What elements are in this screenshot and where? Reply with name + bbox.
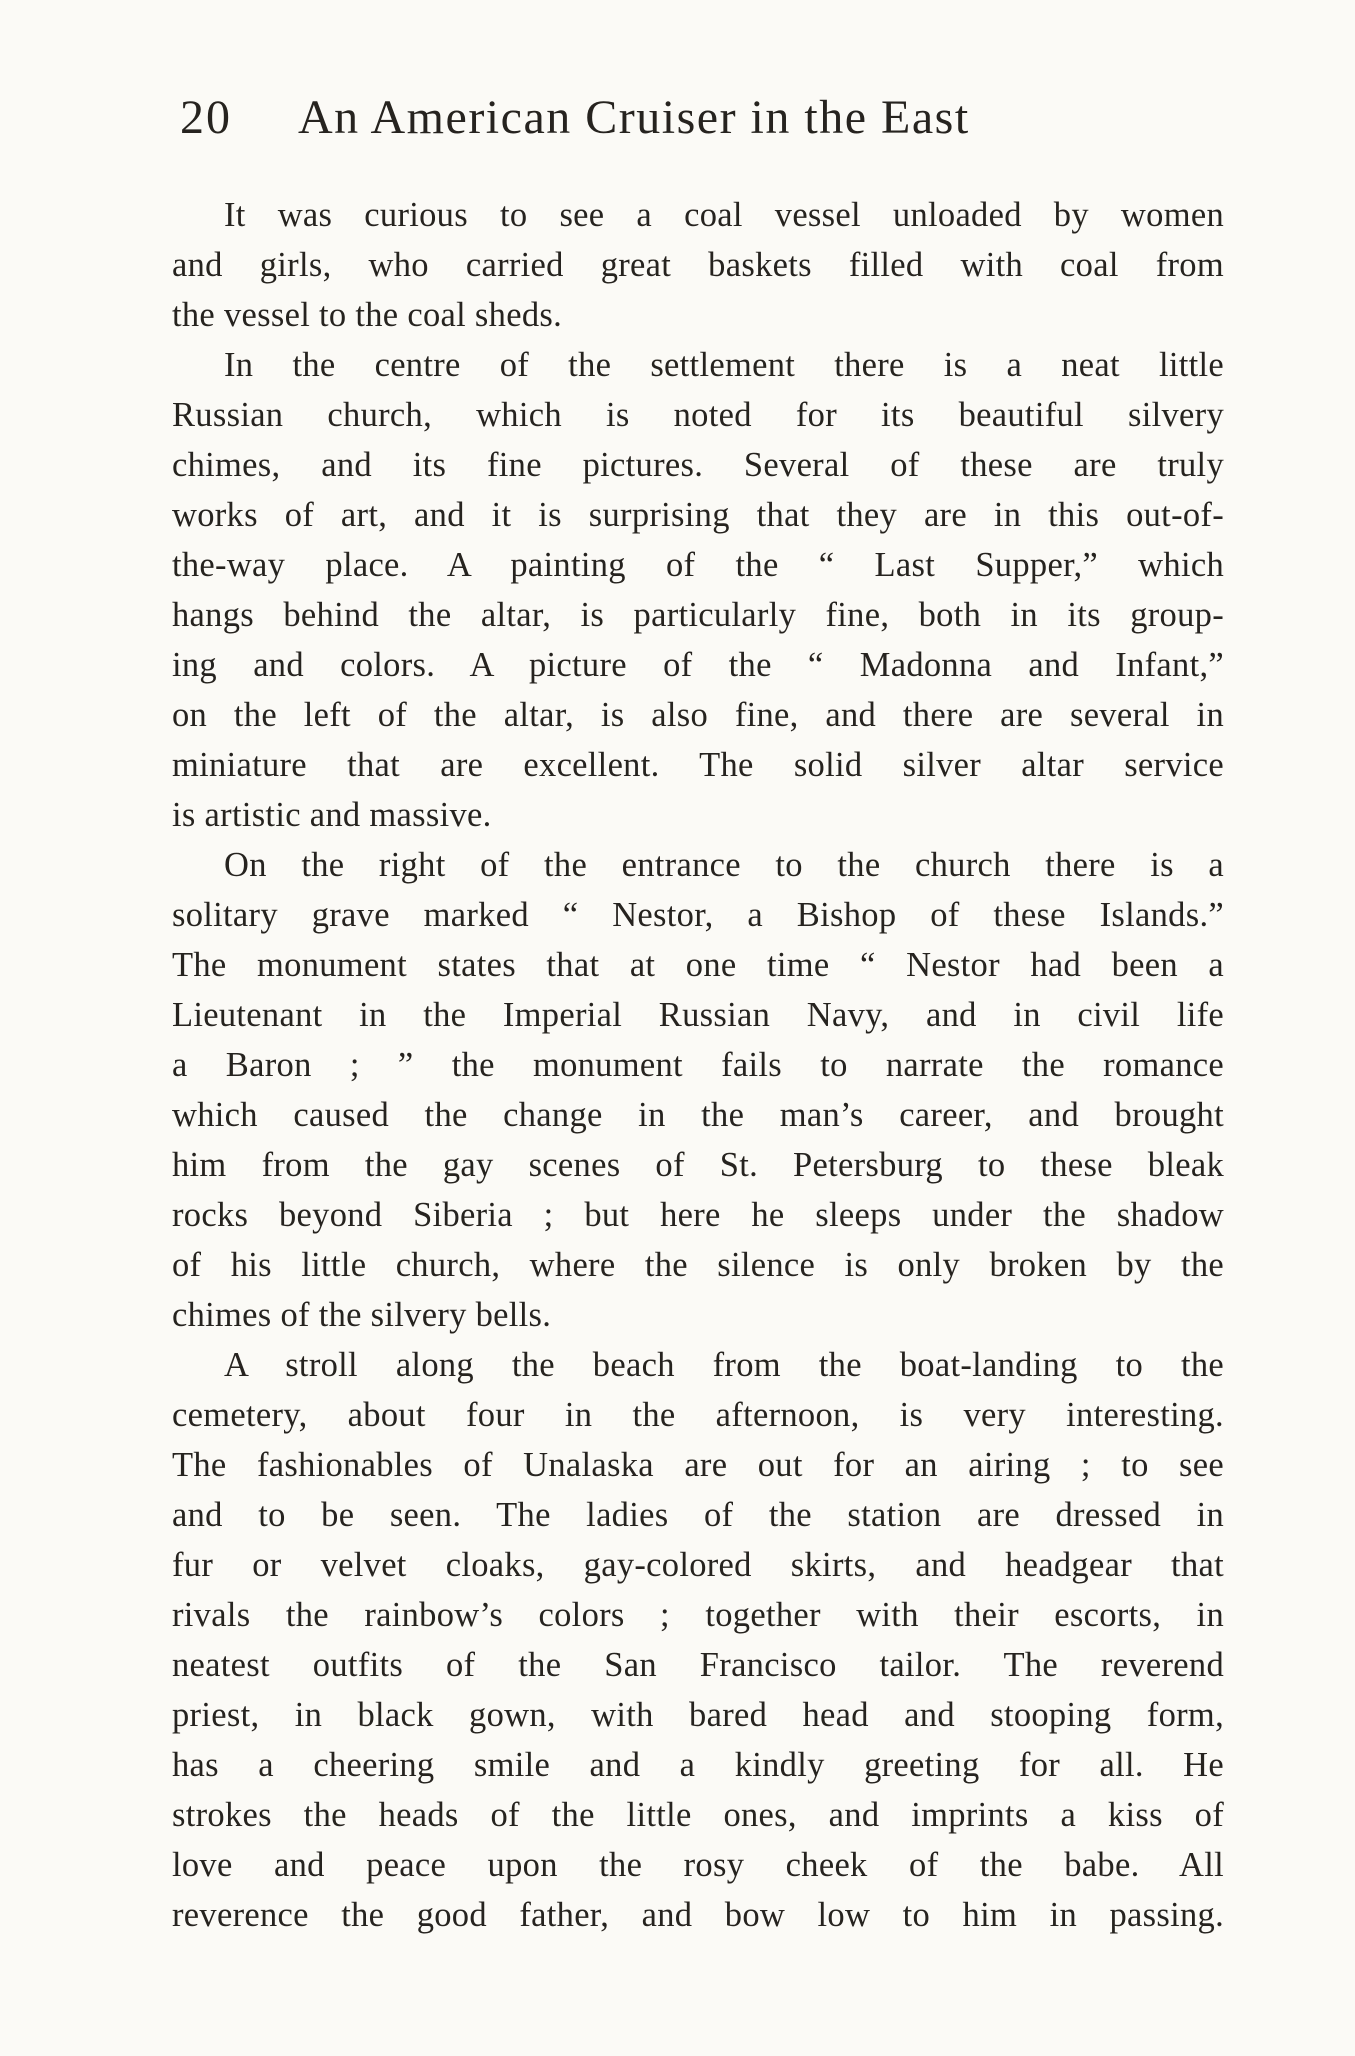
text-line: miniature that are excellent. The solid silver altar service xyxy=(172,746,1224,784)
text-line: ing and colors. A picture of the “ Madonna and Infant,” xyxy=(172,646,1224,684)
text-line: of his little church, where the silence is only broken by the xyxy=(172,1246,1224,1284)
text-line: hangs behind the altar, is particularly fine, both in its group- xyxy=(172,596,1224,634)
page-number: 20 xyxy=(180,91,232,144)
text-line: the-way place. A painting of the “ Last Supper,” which xyxy=(172,546,1224,584)
text-line: works of art, and it is surprising that they are in this out-of- xyxy=(172,496,1224,534)
text-line: In the centre of the settlement there is a neat little xyxy=(224,346,1224,384)
text-line: the vessel to the coal sheds. xyxy=(172,296,563,334)
text-line: neatest outfits of the San Francisco tailor. The reverend xyxy=(172,1646,1224,1684)
text-line: rocks beyond Siberia ; but here he sleeps under the shadow xyxy=(172,1196,1224,1234)
text-line: strokes the heads of the little ones, and imprints a kiss of xyxy=(172,1796,1224,1834)
text-line: has a cheering smile and a kindly greeting for all. He xyxy=(172,1746,1224,1784)
text-line: chimes of the silvery bells. xyxy=(172,1296,552,1334)
running-head xyxy=(180,90,1120,150)
text-line: and girls, who carried great baskets filled with coal from xyxy=(172,246,1224,284)
text-line: priest, in black gown, with bared head and stooping form, xyxy=(172,1696,1224,1734)
text-line: chimes, and its fine pictures. Several of these are truly xyxy=(172,446,1224,484)
text-line: Lieutenant in the Imperial Russian Navy, and in civil life xyxy=(172,996,1224,1034)
text-line: a Baron ; ” the monument fails to narrate the romance xyxy=(172,1046,1224,1084)
text-line: reverence the good father, and bow low to him in passing. xyxy=(172,1896,1224,1934)
text-line: cemetery, about four in the afternoon, is very interesting. xyxy=(172,1396,1224,1434)
text-line: solitary grave marked “ Nestor, a Bishop of these Islands.” xyxy=(172,896,1224,934)
text-line: fur or velvet cloaks, gay-colored skirts, and headgear that xyxy=(172,1546,1224,1584)
text-line: The monument states that at one time “ Nestor had been a xyxy=(172,946,1224,984)
running-title: An American Cruiser in the East xyxy=(298,91,970,144)
text-line: On the right of the entrance to the church there is a xyxy=(224,846,1224,884)
body-text xyxy=(172,190,1224,1940)
text-line: is artistic and massive. xyxy=(172,796,492,834)
text-line: Russian church, which is noted for its beautiful silvery xyxy=(172,396,1224,434)
text-line: which caused the change in the man’s career, and brought xyxy=(172,1096,1224,1134)
text-line: and to be seen. The ladies of the station are dressed in xyxy=(172,1496,1224,1534)
text-line: love and peace upon the rosy cheek of the babe. All xyxy=(172,1846,1224,1884)
text-line: him from the gay scenes of St. Petersburg to these bleak xyxy=(172,1146,1224,1184)
text-line: on the left of the altar, is also fine, and there are several in xyxy=(172,696,1224,734)
text-line: It was curious to see a coal vessel unloaded by women xyxy=(224,196,1224,234)
text-line: A stroll along the beach from the boat-landing to the xyxy=(224,1346,1224,1384)
text-line: rivals the rainbow’s colors ; together with their escorts, in xyxy=(172,1596,1224,1634)
text-line: The fashionables of Unalaska are out for an airing ; to see xyxy=(172,1446,1224,1484)
